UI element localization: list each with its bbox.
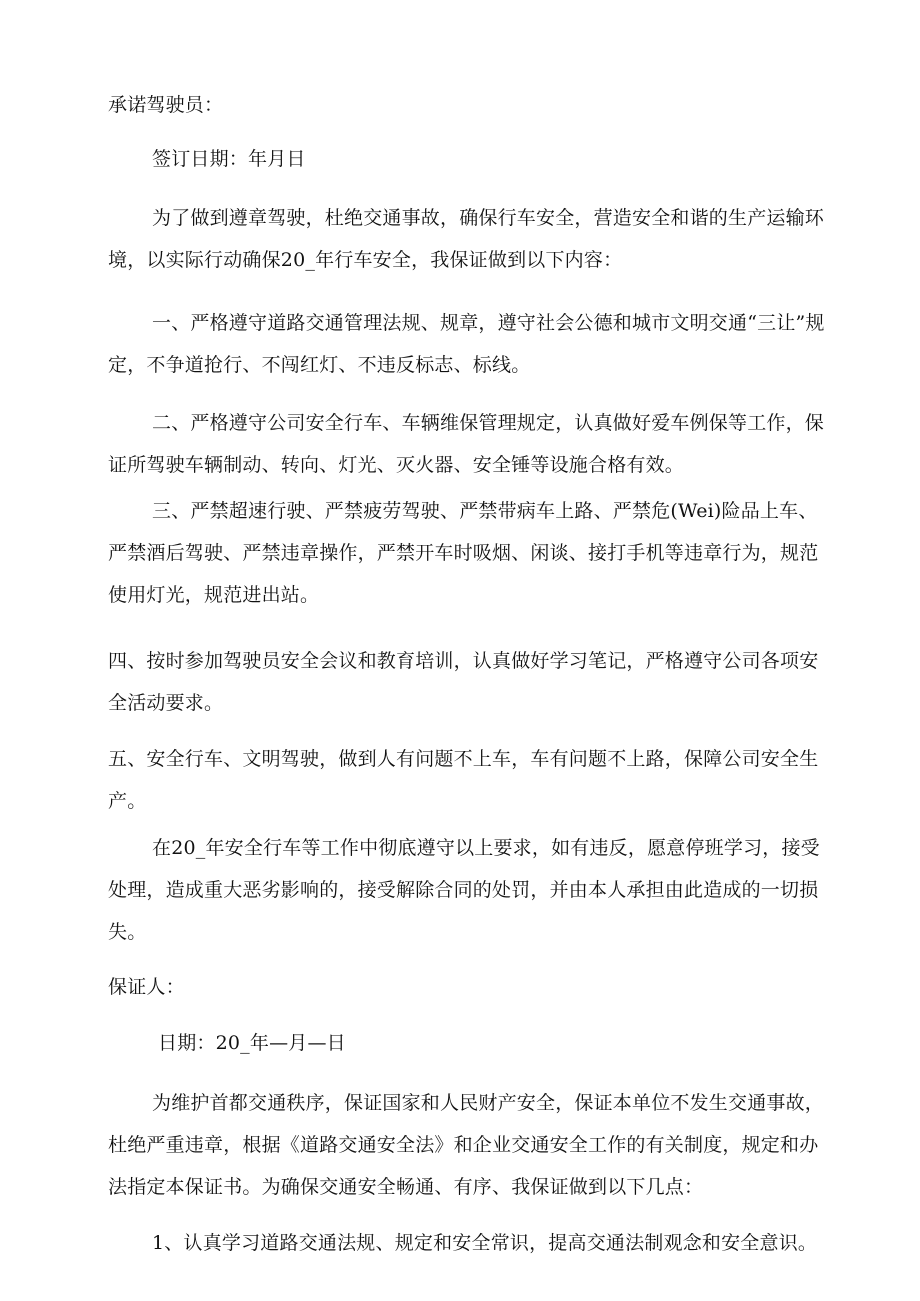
pledge-driver-label: 承诺驾驶员： bbox=[108, 94, 224, 116]
signing-date-line: 签订日期：年月日 bbox=[152, 148, 306, 170]
clause-one: 一、严格遵守道路交通管理法规、规章，遵守社会公德和城市文明交通“三让”规定，不争道抢行、不闯红灯、不违反标志、标线。 bbox=[108, 312, 825, 376]
second-intro-paragraph: 为维护首都交通秩序，保证国家和人民财产安全，保证本单位不发生交通事故，杜绝严重违章，根据《道路交通安全法》和企业交通安全工作的有关制度，规定和办法指定本保证书。为确保交通安全畅通、有序、我保证做到以下几点： bbox=[108, 1092, 825, 1198]
guarantor-date-line: 日期：20_年—月—日 bbox=[158, 1032, 346, 1054]
commitment-paragraph: 在20_年安全行车等工作中彻底遵守以上要求，如有违反，愿意停班学习，接受处理，造成重大恶劣影响的，接受解除合同的处罚，并由本人承担由此造成的一切损失。 bbox=[108, 837, 820, 943]
second-clause-one: 1、认真学习道路交通法规、规定和安全常识，提高交通法制观念和安全意识。 bbox=[152, 1232, 818, 1254]
clause-three: 三、严禁超速行驶、严禁疲劳驾驶、严禁带病车上路、严禁危(Wei)险品上车、严禁酒后驾驶、严禁违章操作，严禁开车时吸烟、闲谈、接打手机等违章行为，规范使用灯光，规范进出站。 bbox=[108, 500, 819, 606]
clause-four: 四、按时参加驾驶员安全会议和教育培训，认真做好学习笔记，严格遵守公司各项安全活动要求。 bbox=[108, 650, 819, 714]
intro-paragraph: 为了做到遵章驾驶，杜绝交通事故，确保行车安全，营造安全和谐的生产运输环境，以实际行动确保20_年行车安全，我保证做到以下内容： bbox=[108, 207, 825, 271]
clause-two: 二、严格遵守公司安全行车、车辆维保管理规定，认真做好爱车例保等工作，保证所驾驶车辆制动、转向、灯光、灭火器、安全锤等设施合格有效。 bbox=[108, 412, 825, 476]
guarantor-label: 保证人： bbox=[108, 976, 185, 998]
clause-five: 五、安全行车、文明驾驶，做到人有问题不上车，车有问题不上路，保障公司安全生产。 bbox=[108, 748, 819, 812]
